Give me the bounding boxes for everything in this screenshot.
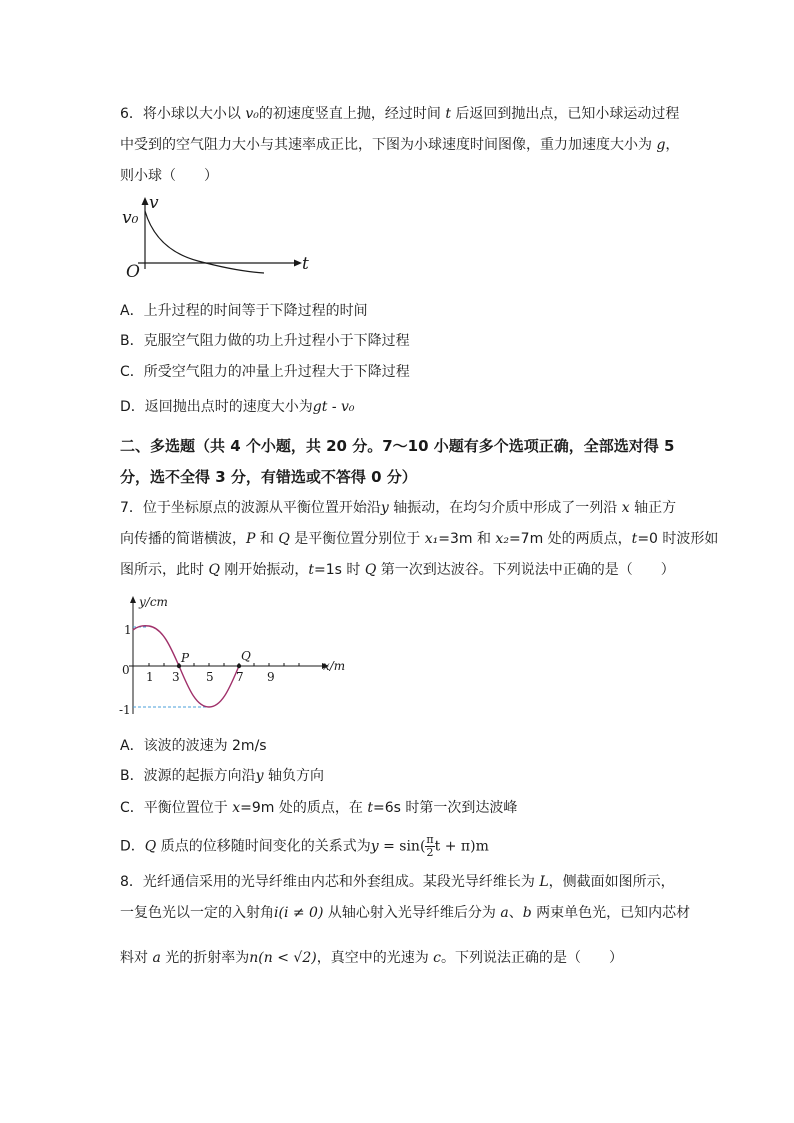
q7-stem-line3: 图所示，此时 Q 刚开始振动，t=1s 时 Q 第一次到达波谷。下列说法中正确的是（ ）	[120, 562, 675, 578]
q7-x-tick-7: 7	[236, 670, 244, 684]
q7-label-q: Q	[241, 649, 251, 663]
q6-graph-label-v0: v₀	[122, 208, 139, 228]
q7-option-c[interactable]: C．平衡位置位于 x=9m 处的质点，在 t=6s 时第一次到达波峰	[120, 800, 518, 816]
q6-stem-line2: 中受到的空气阻力大小与其速率成正比，下图为小球速度时间图像，重力加速度大小为 g，	[120, 137, 680, 153]
q6-graph-label-t: t	[302, 254, 309, 274]
q7-point-q	[237, 664, 241, 668]
q7-stem-line2: 向传播的简谐横波，P 和 Q 是平衡位置分别位于 x₁=3m 和 x₂=7m 处的两质点，t=0 时波形如	[120, 531, 719, 547]
q6-graph-label-v: v	[149, 193, 159, 213]
q7-option-d[interactable]: D．Q 质点的位移随时间变化的关系式为y = sin( $\frac{\pi}{2}$ t + π)m	[120, 833, 489, 859]
q6-velocity-curve	[145, 211, 264, 273]
q7-x-tick-9: 9	[267, 670, 275, 684]
q7-y-axis-arrow	[130, 596, 136, 603]
section2-heading-line2: 分，选不全得 3 分，有错选或不答得 0 分）	[120, 468, 417, 486]
q7-option-b[interactable]: B．波源的起振方向沿y 轴负方向	[120, 768, 324, 784]
q6-stem-line1: 6．将小球以大小以 v₀的初速度竖直上抛，经过时间 t 后返回到抛出点，已知小球运动过程	[120, 106, 680, 122]
q7-label-p: P	[181, 651, 190, 665]
q6-stem-line3: 则小球（ ）	[120, 168, 218, 184]
q7-stem-line1: 7．位于坐标原点的波源从平衡位置开始沿y 轴振动，在均匀介质中形成了一列沿 x 轴正方	[120, 500, 677, 516]
q8-stem-line2: 一复色光以一定的入射角i(i ≠ 0) 从轴心射入光导纤维后分为 a、b 两束单色光，已知内芯材	[120, 905, 691, 921]
q7-y-axis-label: y/cm	[139, 595, 168, 609]
q8-stem-line3: 料对 a 光的折射率为n(n < √2)，真空中的光速为 c。下列说法正确的是（ ）	[120, 950, 623, 966]
q6-t-axis-arrow	[294, 260, 302, 267]
q6-option-c[interactable]: C．所受空气阻力的冲量上升过程大于下降过程	[120, 364, 410, 380]
section2-heading-line1: 二、多选题（共 4 个小题，共 20 分。7～10 小题有多个选项正确，全部选对得 5	[120, 437, 675, 455]
q6-graph-label-origin: O	[126, 262, 140, 282]
q6-option-b[interactable]: B．克服空气阻力做的功上升过程小于下降过程	[120, 333, 410, 349]
q7-option-a[interactable]: A．该波的波速为 2m/s	[120, 738, 267, 754]
q7-x-tick-5: 5	[206, 670, 214, 684]
q7-y-tick-1: 1	[124, 623, 132, 637]
q7-x-tick-1: 1	[146, 670, 154, 684]
q7-x-tick-3: 3	[172, 670, 180, 684]
q6-velocity-time-graph	[118, 193, 318, 283]
q7-wave-graph	[115, 590, 355, 720]
q7-option-d-fraction: $\frac{\pi}{2}$	[426, 833, 434, 859]
q7-y-tick-minus1: -1	[119, 703, 131, 717]
q7-y-tick-0: 0	[122, 663, 130, 677]
q6-option-d[interactable]: D．返回抛出点时的速度大小为gt - v₀	[120, 399, 355, 415]
q6-option-a[interactable]: A．上升过程的时间等于下降过程的时间	[120, 303, 368, 319]
q6-v-axis-arrow	[142, 197, 149, 205]
q8-stem-line1: 8．光纤通信采用的光导纤维由内芯和外套组成。某段光导纤维长为 L，侧截面如图所示，	[120, 874, 675, 890]
q7-x-axis-label: x/m	[323, 659, 346, 673]
